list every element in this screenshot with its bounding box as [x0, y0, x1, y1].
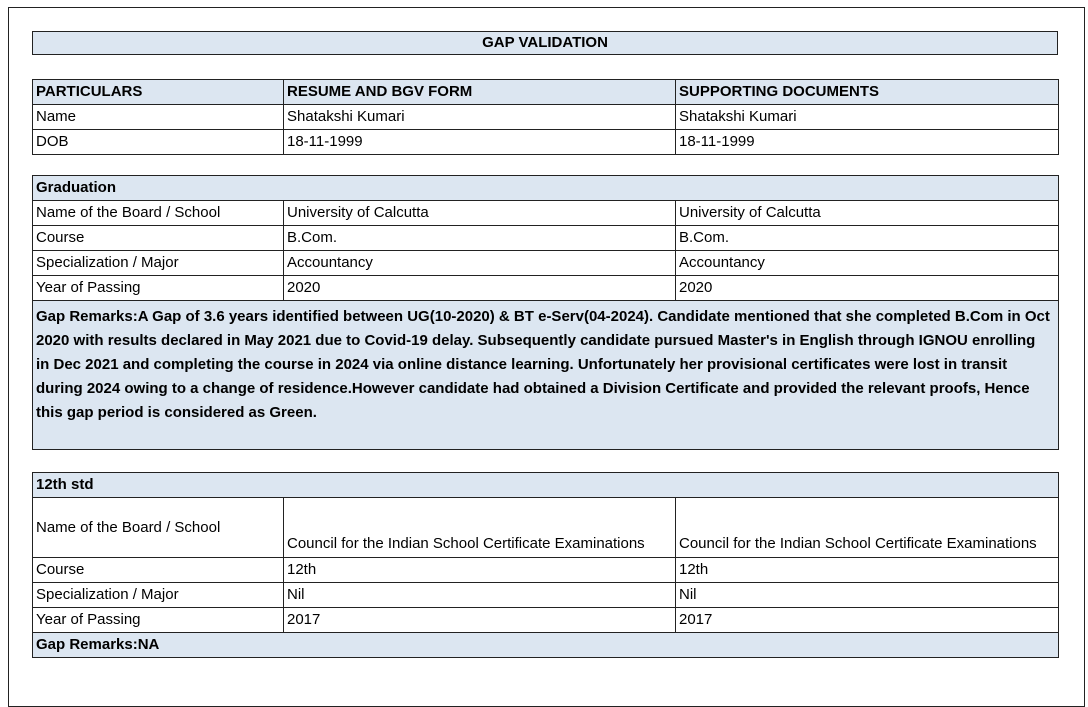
row-label: Course: [33, 226, 284, 251]
resume-value: B.Com.: [284, 226, 676, 251]
resume-value: University of Calcutta: [284, 201, 676, 226]
gap-remarks: Gap Remarks:A Gap of 3.6 years identified between UG(10-2020) & BT e-Serv(04-2024). Candidate mentioned that she completed B.Com in Oct 2020 with results declared in May 2021 due to Covid-19 delay. Subsequently candidate pursued Master's in English through IGNOU enrolling in Dec 2021 and completing the course in 2024 via online distance learning. Unfortunately her provisional certificates were lost in transit during 2024 owing to a change of residence.However candidate had obtained a Division Certificate and provided the relevant proofs, Hence this gap period is considered as Green.: [33, 301, 1059, 450]
docs-value: Council for the Indian School Certificate Examinations: [676, 498, 1059, 558]
table-row: [33, 608, 1059, 633]
twelfth-table: [32, 472, 1058, 658]
docs-value: Shatakshi Kumari: [676, 105, 1059, 130]
table-row: [33, 201, 1059, 226]
row-label: Year of Passing: [33, 608, 284, 633]
table-row: [33, 251, 1059, 276]
docs-value: 12th: [676, 558, 1059, 583]
docs-value: Accountancy: [676, 251, 1059, 276]
docs-value: B.Com.: [676, 226, 1059, 251]
table-row: [33, 105, 1059, 130]
row-label: Specialization / Major: [33, 251, 284, 276]
summary-table: [32, 79, 1058, 155]
row-label: Specialization / Major: [33, 583, 284, 608]
row-label: Name of the Board / School: [33, 201, 284, 226]
resume-value: Shatakshi Kumari: [284, 105, 676, 130]
docs-value: University of Calcutta: [676, 201, 1059, 226]
docs-value: Nil: [676, 583, 1059, 608]
table-row: [33, 583, 1059, 608]
header-docs: SUPPORTING DOCUMENTS: [676, 80, 1059, 105]
table-row: [33, 276, 1059, 301]
resume-value: Council for the Indian School Certificate Examinations: [284, 498, 676, 558]
section-heading: 12th std: [33, 473, 1059, 498]
resume-value: Accountancy: [284, 251, 676, 276]
resume-value: 2017: [284, 608, 676, 633]
resume-value: Nil: [284, 583, 676, 608]
section-heading: Graduation: [33, 176, 1059, 201]
docs-value: 18-11-1999: [676, 130, 1059, 155]
docs-value: 2017: [676, 608, 1059, 633]
docs-value: 2020: [676, 276, 1059, 301]
table-row: [33, 498, 1059, 558]
page-title: GAP VALIDATION: [32, 31, 1058, 55]
resume-value: 12th: [284, 558, 676, 583]
gap-remarks: Gap Remarks:NA: [33, 633, 1059, 658]
table-row: [33, 226, 1059, 251]
resume-value: 2020: [284, 276, 676, 301]
row-label: Name of the Board / School: [33, 498, 284, 558]
row-label: Name: [33, 105, 284, 130]
row-label: Course: [33, 558, 284, 583]
summary-header-row: [33, 80, 1059, 105]
row-label: Year of Passing: [33, 276, 284, 301]
table-row: [33, 558, 1059, 583]
graduation-table: [32, 175, 1058, 450]
header-resume: RESUME AND BGV FORM: [284, 80, 676, 105]
table-row: [33, 130, 1059, 155]
resume-value: 18-11-1999: [284, 130, 676, 155]
header-particulars: PARTICULARS: [33, 80, 284, 105]
row-label: DOB: [33, 130, 284, 155]
